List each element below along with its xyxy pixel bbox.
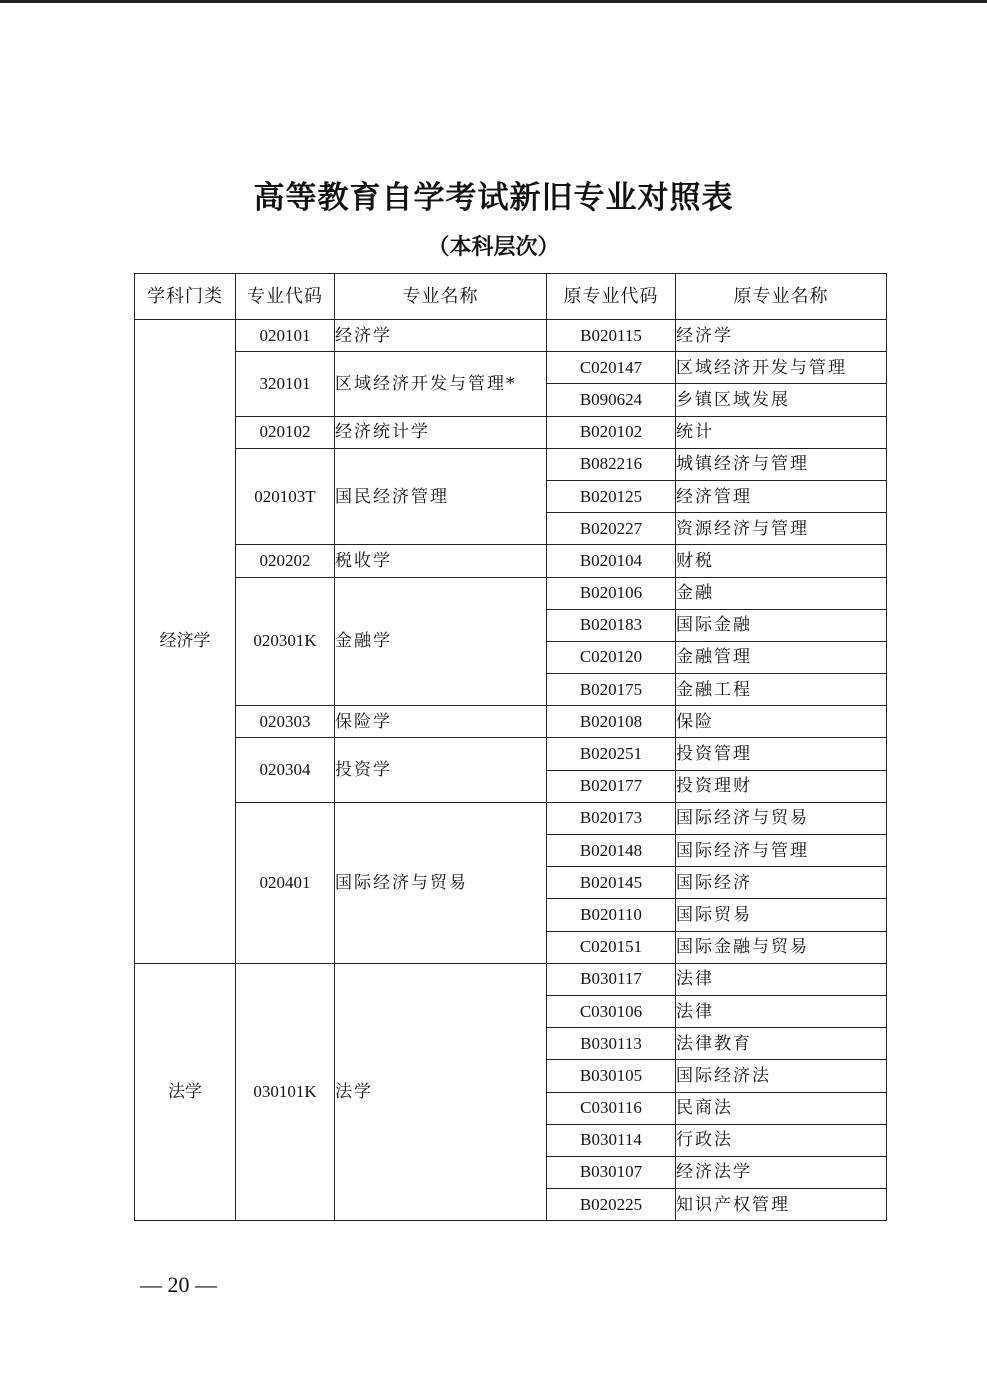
table-row <box>135 963 887 995</box>
old-name-cell: 国际金融 <box>676 609 887 641</box>
major-name-cell: 国民经济管理 <box>335 448 547 545</box>
old-code-cell: B030114 <box>547 1124 676 1156</box>
old-code-cell: C030106 <box>547 995 676 1027</box>
old-name-cell: 经济学 <box>676 320 887 352</box>
old-name-cell: 知识产权管理 <box>676 1189 887 1221</box>
old-name-cell: 法律教育 <box>676 1028 887 1060</box>
major-name-cell: 经济学 <box>335 320 547 352</box>
header-major-code: 专业代码 <box>236 274 335 320</box>
old-code-cell: C020147 <box>547 352 676 384</box>
old-code-cell: B020175 <box>547 674 676 706</box>
old-code-cell: B082216 <box>547 448 676 480</box>
page-number: — 20 — <box>140 1272 217 1297</box>
table-row <box>135 320 887 352</box>
major-code-cell: 320101 <box>236 352 335 416</box>
old-name-cell: 乡镇区域发展 <box>676 384 887 416</box>
old-code-cell: B030107 <box>547 1156 676 1188</box>
old-code-cell: B020148 <box>547 835 676 867</box>
old-code-cell: B030117 <box>547 963 676 995</box>
old-name-cell: 投资理财 <box>676 770 887 802</box>
old-name-cell: 民商法 <box>676 1092 887 1124</box>
major-code-cell: 020202 <box>236 545 335 577</box>
old-name-cell: 法律 <box>676 963 887 995</box>
major-comparison-table <box>134 273 887 1221</box>
table-body <box>135 320 887 1221</box>
category-cell: 经济学 <box>135 320 236 964</box>
old-name-cell: 金融 <box>676 577 887 609</box>
old-code-cell: B030105 <box>547 1060 676 1092</box>
old-name-cell: 财税 <box>676 545 887 577</box>
old-name-cell: 保险 <box>676 706 887 738</box>
old-name-cell: 金融管理 <box>676 641 887 673</box>
old-code-cell: B020177 <box>547 770 676 802</box>
page-title: 高等教育自学考试新旧专业对照表 <box>253 180 734 216</box>
old-name-cell: 区域经济开发与管理 <box>676 352 887 384</box>
table-row <box>135 706 887 738</box>
table-row <box>135 738 887 770</box>
header-major-name: 专业名称 <box>335 274 547 320</box>
old-code-cell: B020102 <box>547 416 676 448</box>
old-name-cell: 资源经济与管理 <box>676 513 887 545</box>
header-category: 学科门类 <box>135 274 236 320</box>
old-code-cell: B020104 <box>547 545 676 577</box>
old-code-cell: B020125 <box>547 480 676 512</box>
old-name-cell: 投资管理 <box>676 738 887 770</box>
major-name-cell: 经济统计学 <box>335 416 547 448</box>
category-cell: 法学 <box>135 963 236 1221</box>
table-row <box>135 802 887 834</box>
major-name-cell: 国际经济与贸易 <box>335 802 547 963</box>
old-name-cell: 城镇经济与管理 <box>676 448 887 480</box>
table-row <box>135 577 887 609</box>
major-code-cell: 020304 <box>236 738 335 802</box>
old-code-cell: B020183 <box>547 609 676 641</box>
old-code-cell: B090624 <box>547 384 676 416</box>
old-name-cell: 国际经济与贸易 <box>676 802 887 834</box>
major-name-cell: 法学 <box>335 963 547 1221</box>
major-code-cell: 020301K <box>236 577 335 706</box>
major-code-cell: 020101 <box>236 320 335 352</box>
old-name-cell: 统计 <box>676 416 887 448</box>
old-code-cell: B020108 <box>547 706 676 738</box>
major-code-cell: 020103T <box>236 448 335 545</box>
page-subtitle: （本科层次） <box>427 234 560 260</box>
major-code-cell: 020102 <box>236 416 335 448</box>
major-code-cell: 020303 <box>236 706 335 738</box>
old-code-cell: B020145 <box>547 867 676 899</box>
old-code-cell: B020106 <box>547 577 676 609</box>
old-code-cell: B020227 <box>547 513 676 545</box>
major-name-cell: 金融学 <box>335 577 547 706</box>
old-code-cell: B020225 <box>547 1189 676 1221</box>
table-row <box>135 416 887 448</box>
old-name-cell: 法律 <box>676 995 887 1027</box>
old-name-cell: 国际贸易 <box>676 899 887 931</box>
old-code-cell: B020251 <box>547 738 676 770</box>
major-name-cell: 区域经济开发与管理* <box>335 352 547 416</box>
old-code-cell: C020151 <box>547 931 676 963</box>
old-name-cell: 国际金融与贸易 <box>676 931 887 963</box>
major-name-cell: 保险学 <box>335 706 547 738</box>
table-row <box>135 352 887 384</box>
header-old-code: 原专业代码 <box>547 274 676 320</box>
major-code-cell: 030101K <box>236 963 335 1221</box>
old-name-cell: 行政法 <box>676 1124 887 1156</box>
old-name-cell: 金融工程 <box>676 674 887 706</box>
table-row <box>135 448 887 480</box>
old-code-cell: C020120 <box>547 641 676 673</box>
old-code-cell: B020110 <box>547 899 676 931</box>
header-old-name: 原专业名称 <box>676 274 887 320</box>
table-header-row <box>135 274 887 320</box>
major-code-cell: 020401 <box>236 802 335 963</box>
old-name-cell: 国际经济与管理 <box>676 835 887 867</box>
old-name-cell: 经济法学 <box>676 1156 887 1188</box>
major-name-cell: 税收学 <box>335 545 547 577</box>
old-name-cell: 国际经济 <box>676 867 887 899</box>
old-code-cell: C030116 <box>547 1092 676 1124</box>
old-code-cell: B020115 <box>547 320 676 352</box>
old-code-cell: B030113 <box>547 1028 676 1060</box>
old-name-cell: 经济管理 <box>676 480 887 512</box>
table-row <box>135 545 887 577</box>
old-code-cell: B020173 <box>547 802 676 834</box>
scan-top-edge <box>0 0 987 3</box>
old-name-cell: 国际经济法 <box>676 1060 887 1092</box>
major-name-cell: 投资学 <box>335 738 547 802</box>
